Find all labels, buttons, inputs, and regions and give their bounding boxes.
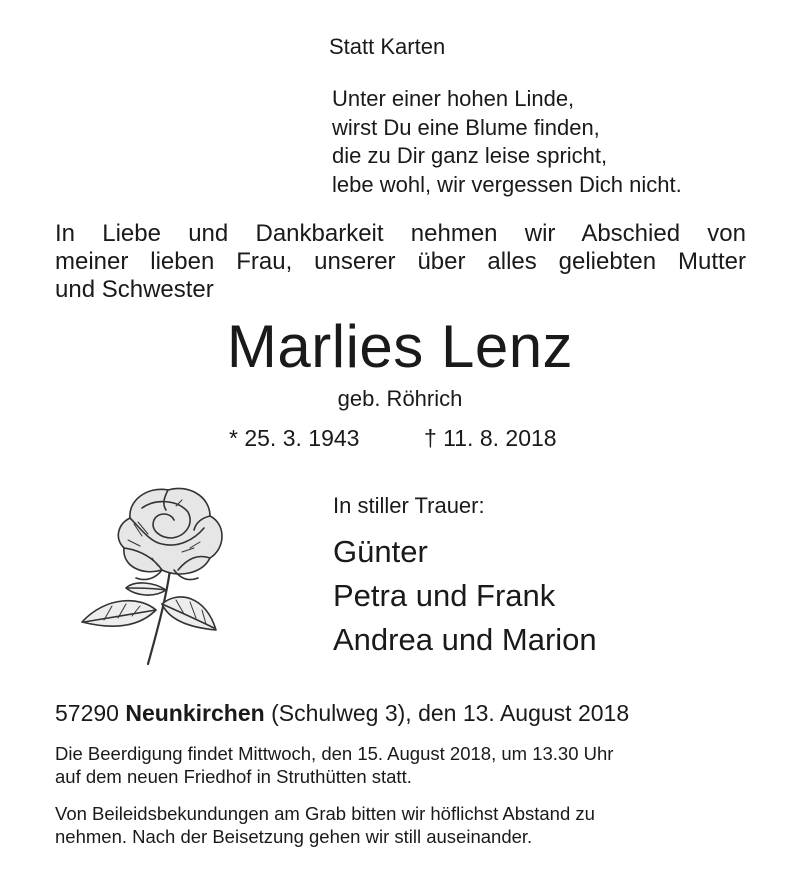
mourner-name: Günter — [333, 534, 428, 569]
statt-karten-label: Statt Karten — [329, 34, 446, 59]
zip-code: 57290 — [55, 700, 119, 726]
condolences-info — [55, 802, 595, 848]
burial-line: auf dem neuen Friedhof in Struthütten statt. — [55, 766, 412, 787]
intro-text — [55, 220, 746, 304]
death-date: † 11. 8. 2018 — [424, 425, 557, 451]
mourning-heading: In stiller Trauer: — [333, 493, 485, 518]
place-date-line — [55, 700, 629, 727]
mourners-list — [333, 530, 597, 662]
address-date: (Schulweg 3), den 13. August 2018 — [271, 700, 630, 726]
maiden-name: geb. Röhrich — [337, 386, 463, 411]
town-name: Neunkirchen — [125, 700, 265, 726]
poem — [332, 85, 682, 199]
condolences-line: Von Beileidsbekundungen am Grab bitten wir höflichst Abstand zu — [55, 803, 595, 824]
birth-date: * 25. 3. 1943 — [229, 425, 360, 451]
burial-line: Die Beerdigung findet Mittwoch, den 15. August 2018, um 13.30 Uhr — [55, 743, 614, 764]
poem-line: die zu Dir ganz leise spricht, — [332, 143, 608, 168]
poem-line: Unter einer hohen Linde, — [332, 86, 575, 111]
poem-line: lebe wohl, wir vergessen Dich nicht. — [332, 171, 682, 197]
mourner-name: Petra und Frank — [333, 578, 556, 613]
intro-line: und Schwester — [55, 276, 214, 303]
intro-line: In Liebe und Dankbarkeit nehmen wir Abschied von — [55, 220, 746, 247]
burial-info — [55, 742, 613, 788]
poem-line: wirst Du eine Blume finden, — [332, 114, 600, 140]
intro-line: meiner lieben Frau, unserer über alles geliebten Mutter — [55, 248, 746, 275]
deceased-name: Marlies Lenz — [226, 313, 574, 380]
mourner-name: Andrea und Marion — [333, 622, 597, 657]
condolences-line: nehmen. Nach der Beisetzung gehen wir still auseinander. — [55, 826, 533, 847]
rose-illustration — [70, 478, 240, 668]
